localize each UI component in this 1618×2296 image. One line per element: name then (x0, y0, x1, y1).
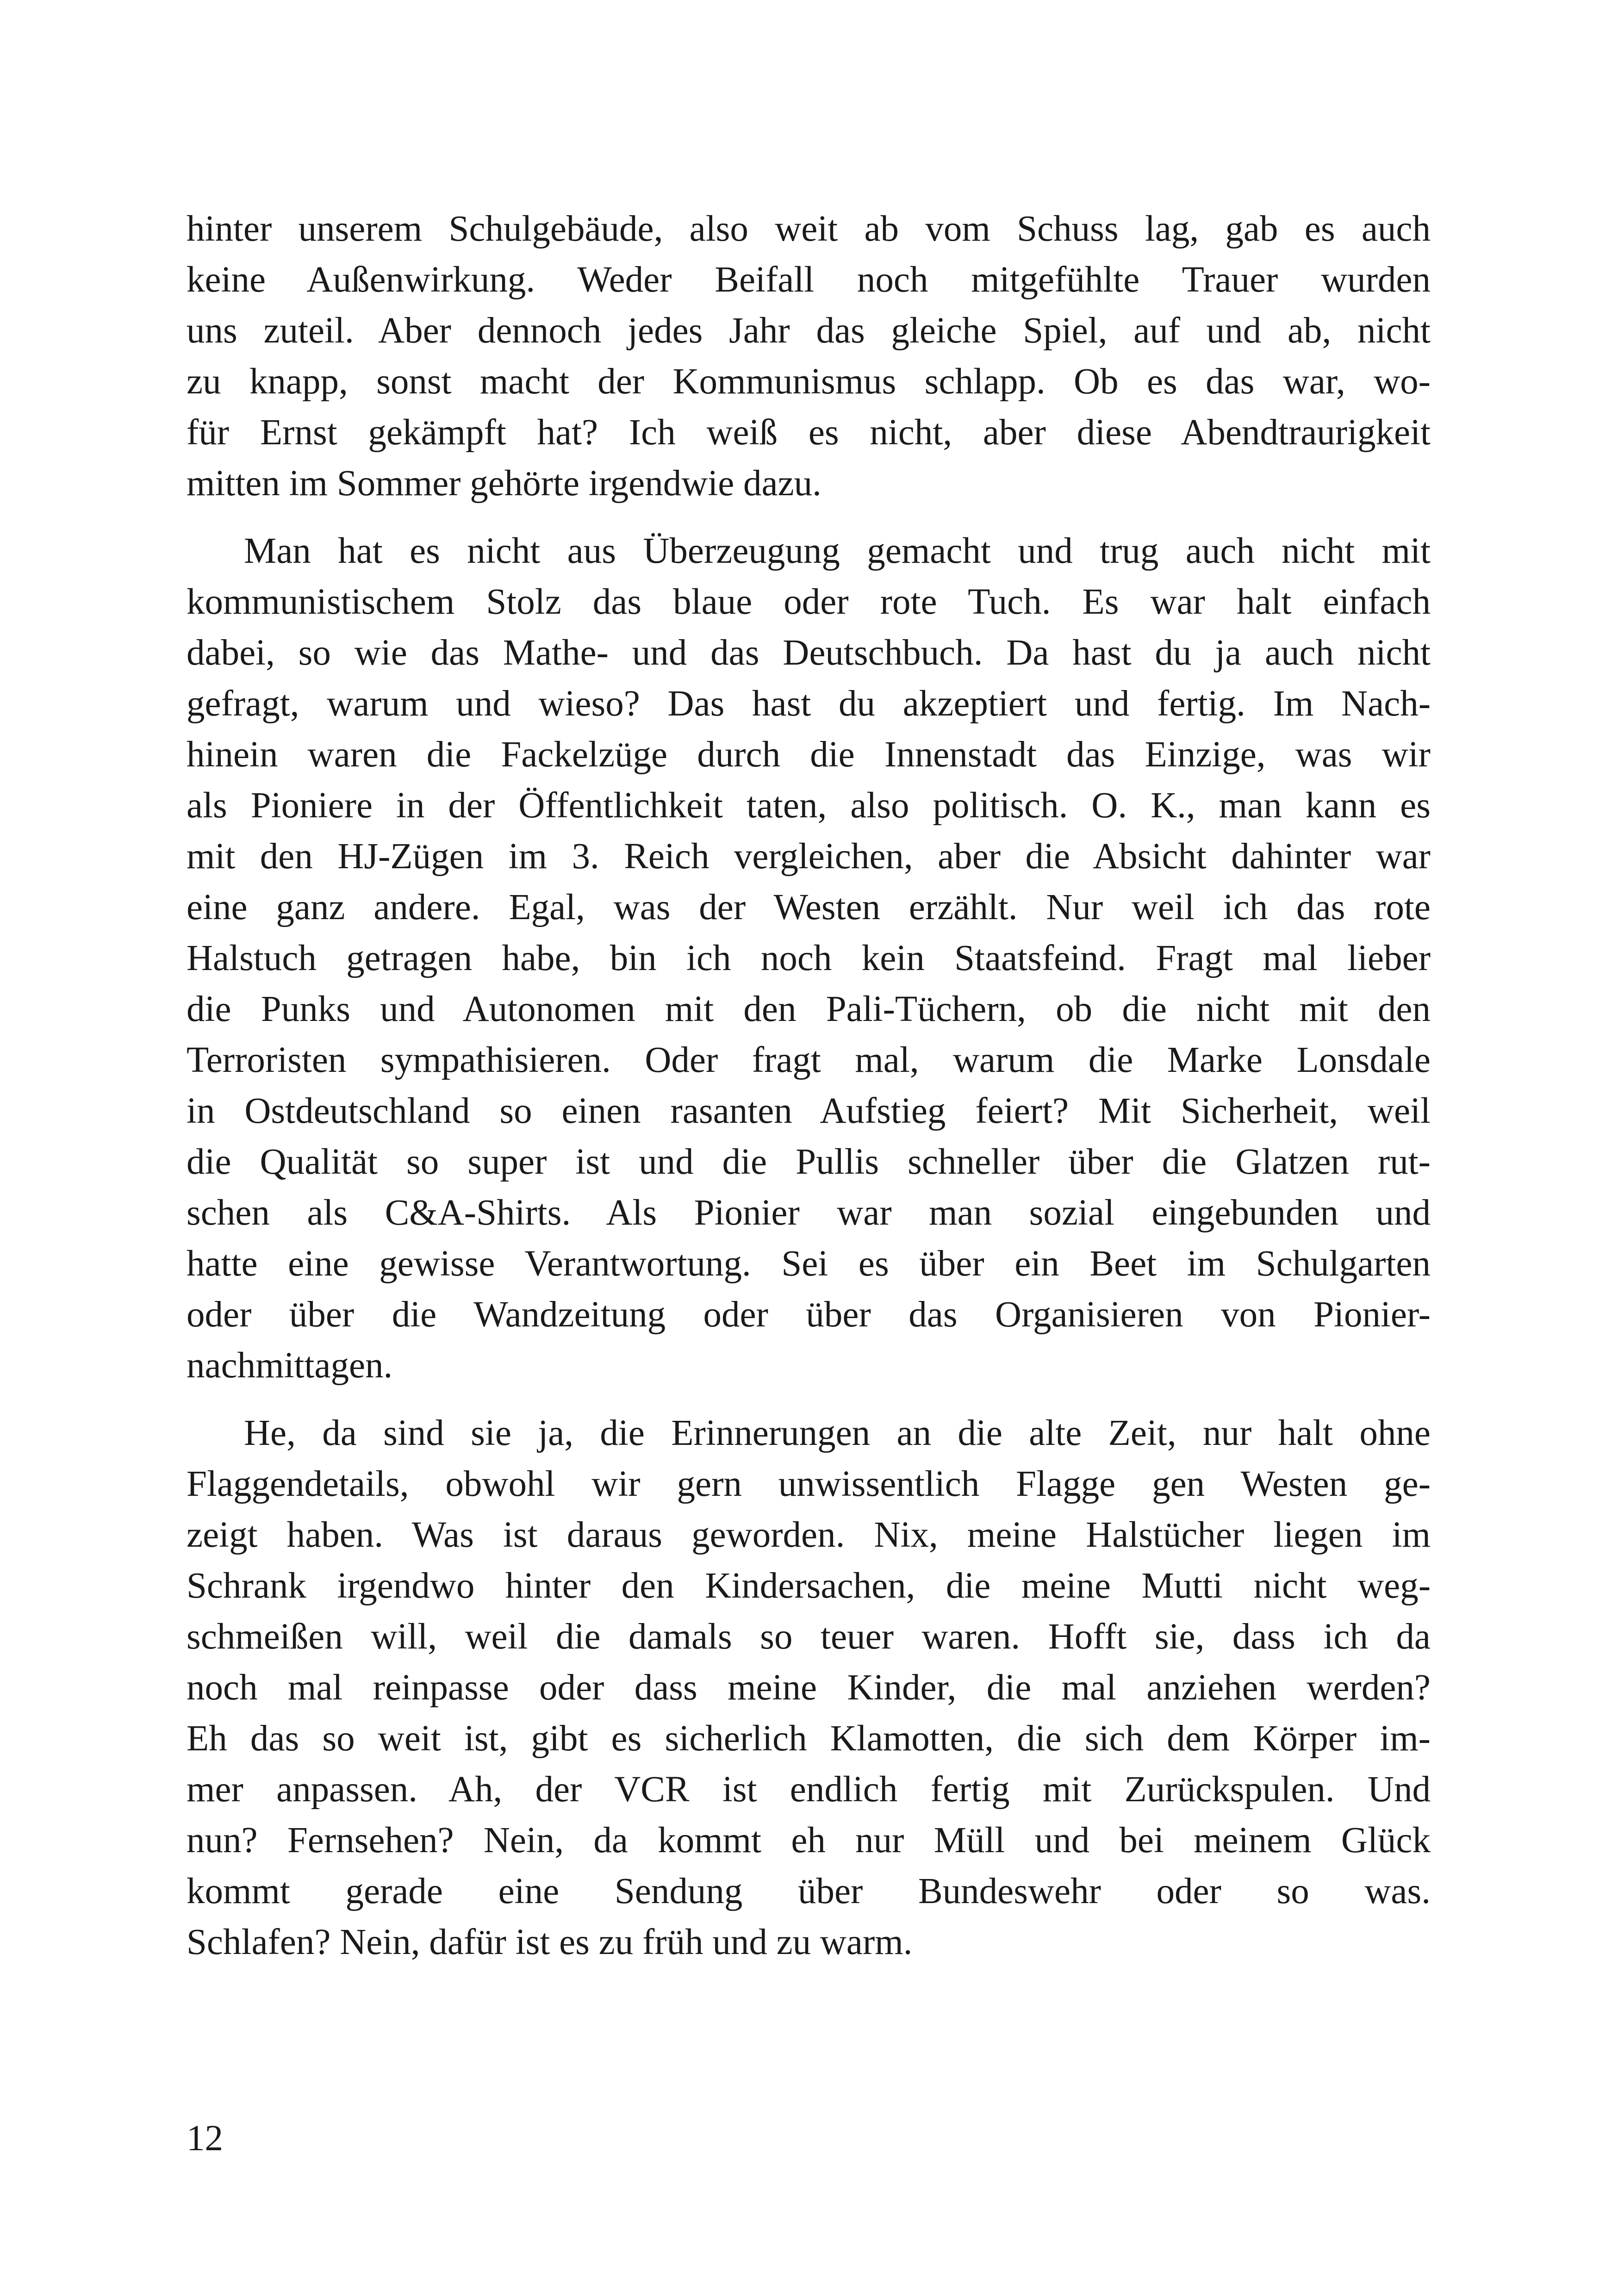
text-line: gefragt, warum und wieso? Das hast du akzeptiert und fertig. Im Nach- (187, 684, 1431, 724)
text-line: noch mal reinpasse oder dass meine Kinder, die mal anziehen werden? (187, 1668, 1431, 1708)
text-line: Schlafen? Nein, dafür ist es zu früh und zu warm. (187, 1922, 913, 1962)
text-line: schmeißen will, weil die damals so teuer waren. Hofft sie, dass ich da (187, 1617, 1431, 1657)
text-line: Terroristen sympathisieren. Oder fragt mal, warum die Marke Lonsdale (187, 1040, 1431, 1080)
text-line: für Ernst gekämpft hat? Ich weiß es nicht, aber diese Abendtraurigkeit (187, 412, 1431, 453)
text-line: nachmittagen. (187, 1345, 393, 1386)
text-line: mitten im Sommer gehörte irgendwie dazu. (187, 463, 821, 504)
text-line: kommt gerade eine Sendung über Bundeswehr oder so was. (187, 1871, 1431, 1911)
page-number: 12 (187, 2118, 223, 2159)
text-line: Eh das so weit ist, gibt es sicherlich Klamotten, die sich dem Körper im- (187, 1718, 1431, 1759)
paragraph (187, 1408, 1431, 1968)
text-line: eine ganz andere. Egal, was der Westen erzählt. Nur weil ich das rote (187, 887, 1431, 927)
text-line: zeigt haben. Was ist daraus geworden. Nix, meine Halstücher liegen im (187, 1515, 1431, 1555)
text-line: dabei, so wie das Mathe- und das Deutschbuch. Da hast du ja auch nicht (187, 633, 1431, 673)
text-line: oder über die Wandzeitung oder über das Organisieren von Pionier- (187, 1294, 1431, 1335)
text-line: kommunistischem Stolz das blaue oder rote Tuch. Es war halt einfach (187, 582, 1431, 622)
text-line: in Ostdeutschland so einen rasanten Aufstieg feiert? Mit Sicherheit, weil (187, 1091, 1431, 1131)
text-line: Halstuch getragen habe, bin ich noch kein Staatsfeind. Fragt mal lieber (187, 938, 1431, 978)
text-line: Man hat es nicht aus Überzeugung gemacht und trug auch nicht mit (244, 531, 1431, 571)
text-line: schen als C&A-Shirts. Als Pionier war man sozial eingebunden und (187, 1193, 1431, 1233)
text-line: als Pioniere in der Öffentlichkeit taten, also politisch. O. K., man kann es (187, 785, 1431, 826)
body-text (187, 204, 1431, 1968)
text-line: hinter unserem Schulgebäude, also weit ab vom Schuss lag, gab es auch (187, 209, 1431, 249)
paragraph (187, 204, 1431, 509)
text-line: mer anpassen. Ah, der VCR ist endlich fertig mit Zurückspulen. Und (187, 1769, 1431, 1810)
paragraph (187, 526, 1431, 1391)
text-line: nun? Fernsehen? Nein, da kommt eh nur Müll und bei meinem Glück (187, 1820, 1431, 1860)
text-line: die Qualität so super ist und die Pullis schneller über die Glatzen rut- (187, 1142, 1431, 1182)
text-line: hinein waren die Fackelzüge durch die Innenstadt das Einzige, was wir (187, 734, 1431, 775)
text-line: hatte eine gewisse Verantwortung. Sei es über ein Beet im Schulgarten (187, 1244, 1431, 1284)
text-line: Schrank irgendwo hinter den Kindersachen, die meine Mutti nicht weg- (187, 1566, 1431, 1606)
text-line: die Punks und Autonomen mit den Pali-Tüchern, ob die nicht mit den (187, 989, 1431, 1029)
text-line: Flaggendetails, obwohl wir gern unwissentlich Flagge gen Westen ge- (187, 1464, 1431, 1504)
text-line: zu knapp, sonst macht der Kommunismus schlapp. Ob es das war, wo- (187, 361, 1431, 402)
text-line: mit den HJ-Zügen im 3. Reich vergleichen, aber die Absicht dahinter war (187, 836, 1431, 877)
text-line: He, da sind sie ja, die Erinnerungen an die alte Zeit, nur halt ohne (244, 1413, 1431, 1453)
text-line: uns zuteil. Aber dennoch jedes Jahr das gleiche Spiel, auf und ab, nicht (187, 311, 1431, 351)
text-line: keine Außenwirkung. Weder Beifall noch mitgefühlte Trauer wurden (187, 260, 1431, 300)
